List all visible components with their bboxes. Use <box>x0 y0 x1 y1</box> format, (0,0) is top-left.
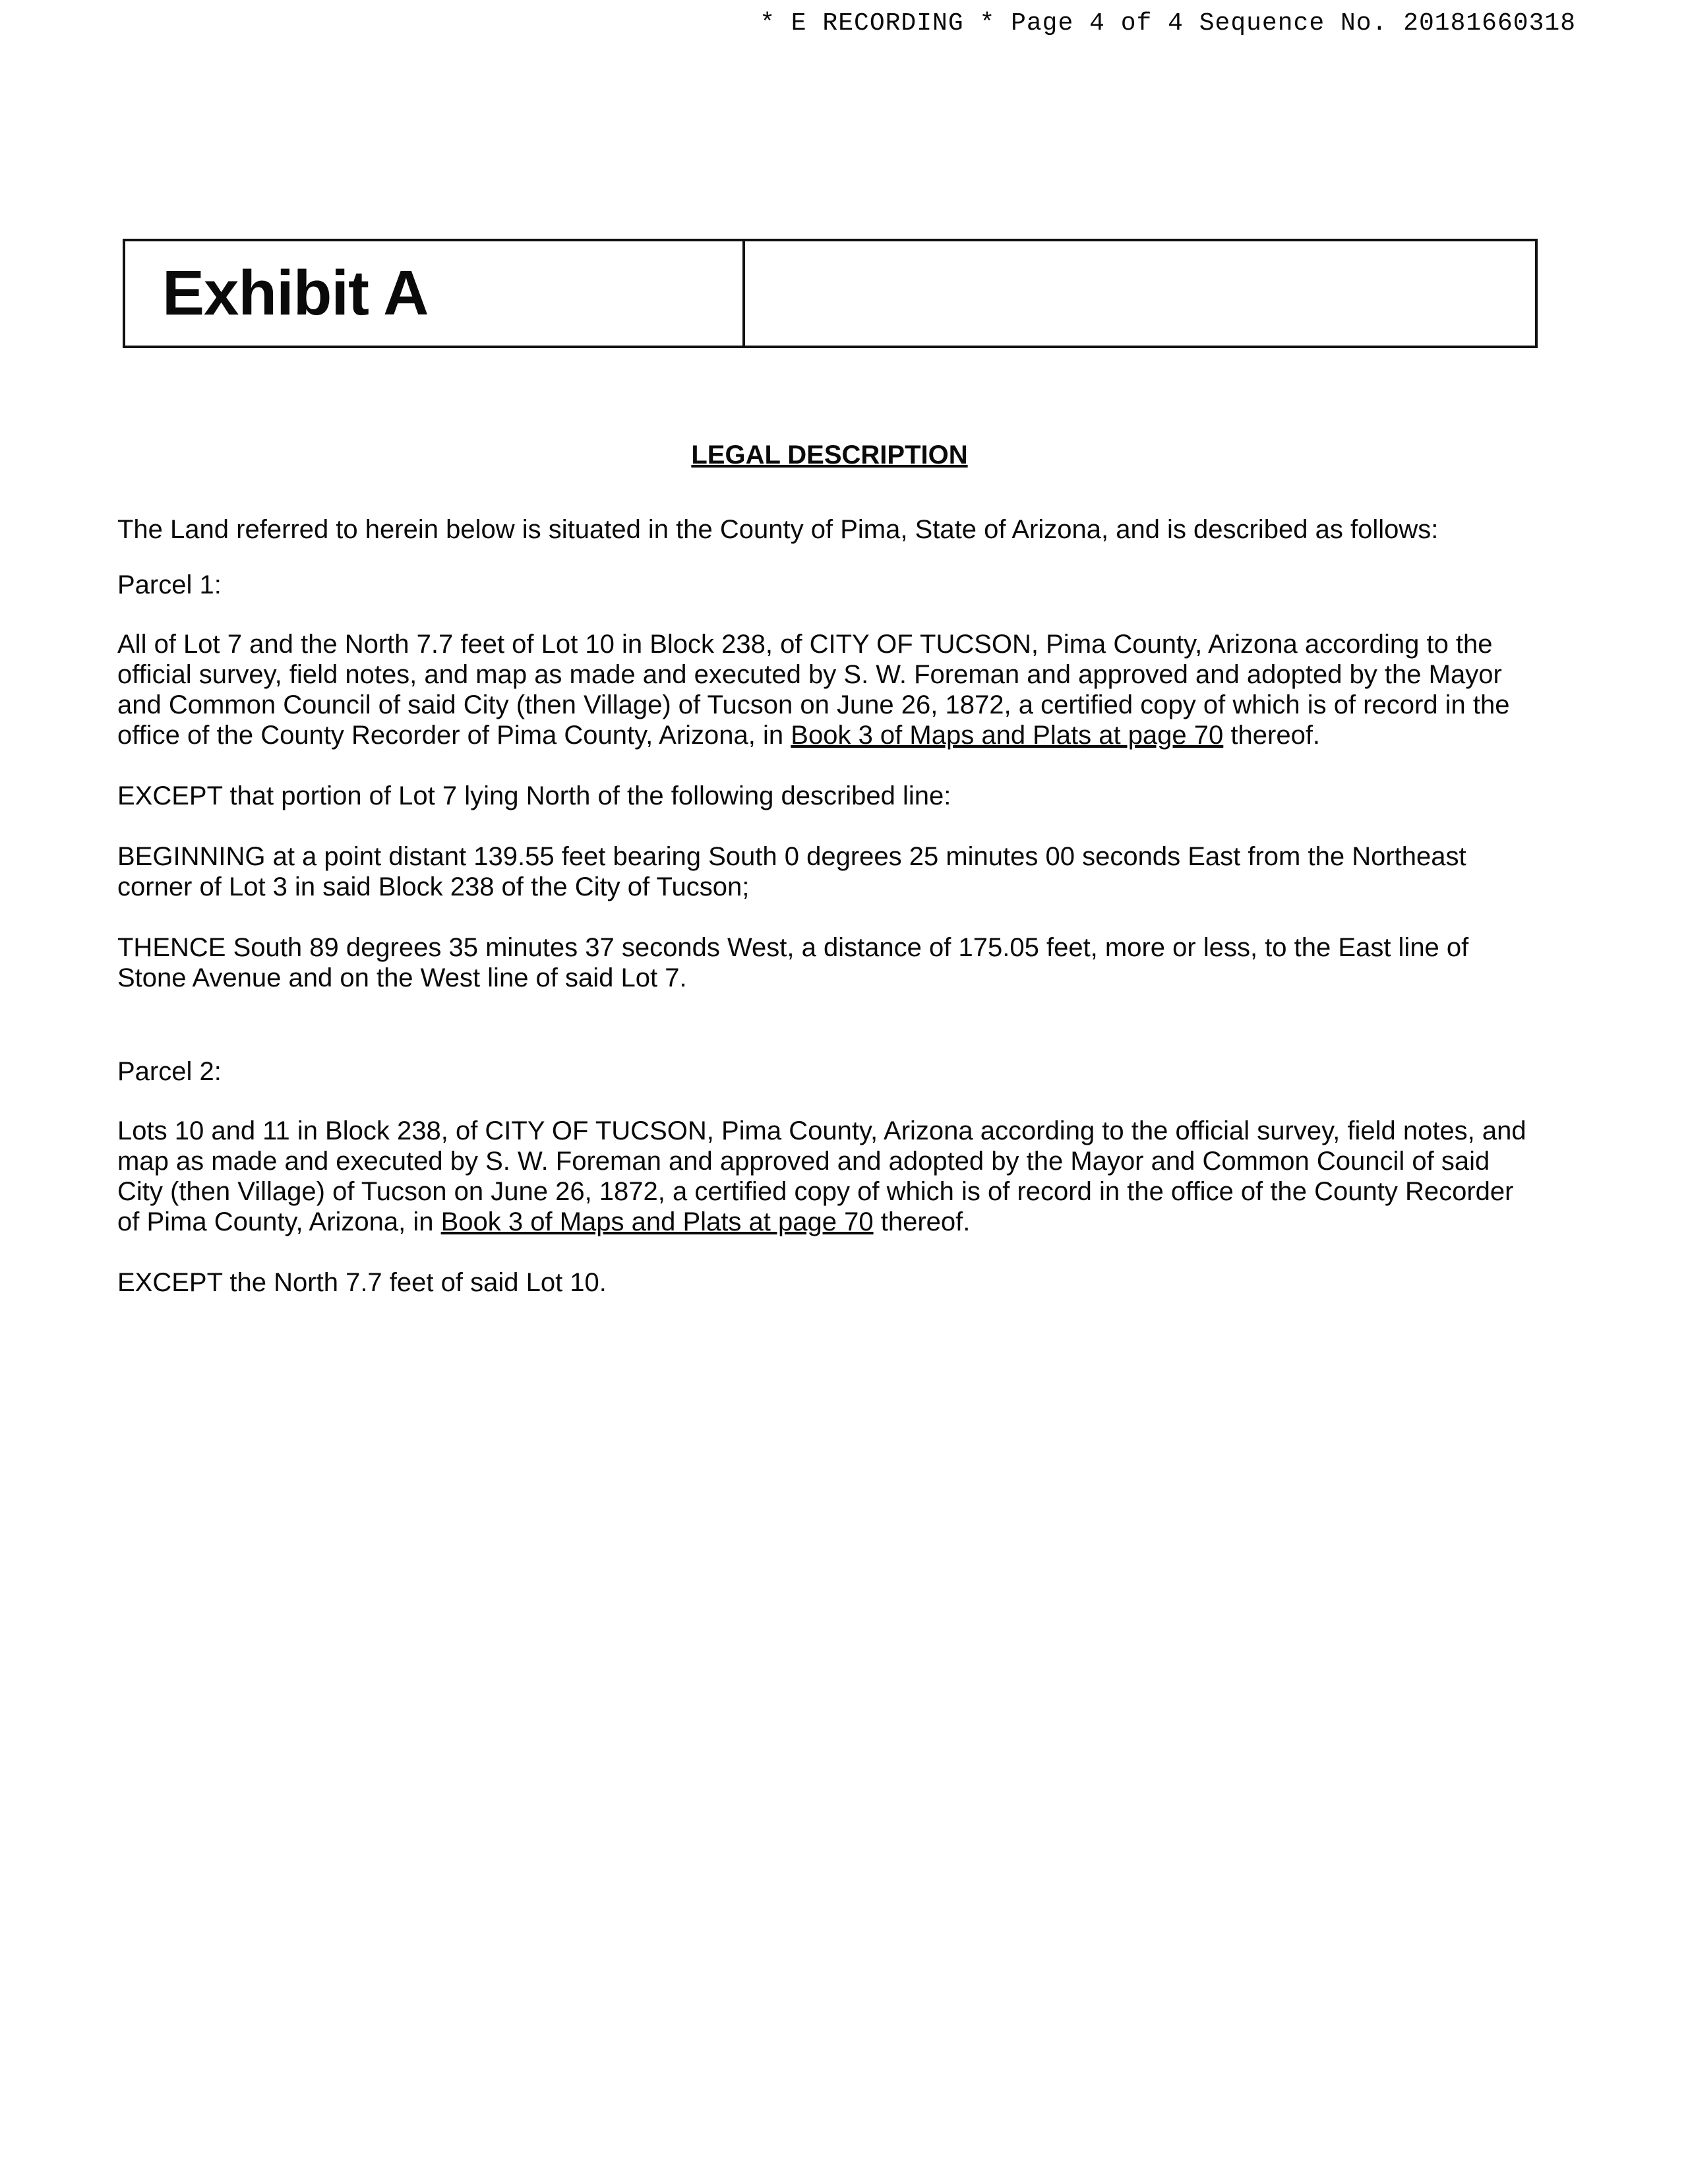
legal-description-heading: LEGAL DESCRIPTION <box>691 440 968 470</box>
legal-description-body <box>117 514 1539 1298</box>
parcel-1-label: Parcel 1: <box>117 570 222 599</box>
parcel-1-description <box>117 629 1539 750</box>
parcel-1-text-end: thereof. <box>1223 721 1321 750</box>
exhibit-title-cell <box>125 241 745 346</box>
parcel-2-label: Parcel 2: <box>117 1057 222 1086</box>
parcel-1-plat-reference: Book 3 of Maps and Plats at page 70 <box>791 721 1224 750</box>
parcel-2-text: Lots 10 and 11 in Block 238, of CITY OF TUCSON, Pima County, Arizona according to the official survey, field notes, and map as made and executed by S. W. Foreman and approved and adopted by the Mayor and Common Council of said City (then Village) of Tucson on June 26, 1872, a certified copy of which is of record in the office of the County Recorder of Pima County, Arizona, in <box>117 1116 1526 1236</box>
parcel-2-text-end: thereof. <box>873 1207 971 1236</box>
exhibit-box <box>123 239 1538 348</box>
exhibit-title: Exhibit A <box>162 258 429 328</box>
exhibit-empty-cell <box>745 241 1535 346</box>
parcel-1-except: EXCEPT that portion of Lot 7 lying North of the following described line: <box>117 781 951 810</box>
parcel-1-beginning: BEGINNING at a point distant 139.55 feet bearing South 0 degrees 25 minutes 00 seconds East from the Northeast corner of Lot 3 in said Block 238 of the City of Tucson; <box>117 842 1466 901</box>
parcel-2-plat-reference: Book 3 of Maps and Plats at page 70 <box>440 1207 874 1236</box>
parcel-1-text: All of Lot 7 and the North 7.7 feet of Lot 10 in Block 238, of CITY OF TUCSON, Pima County, Arizona according to the official survey, field notes, and map as made and executed by S. W. Foreman and approved and adopted by the Mayor and Common Council of said City (then Village) of Tucson on June 26, 1872, a certified copy of which is of record in the office of the County Recorder of Pima County, Arizona, in <box>117 630 1510 750</box>
intro-paragraph: The Land referred to herein below is situated in the County of Pima, State of Arizona, and is described as follows: <box>117 515 1439 544</box>
recording-stamp: * E RECORDING * Page 4 of 4 Sequence No. 20181660318 <box>760 9 1576 38</box>
parcel-2-except: EXCEPT the North 7.7 feet of said Lot 10. <box>117 1268 607 1297</box>
parcel-1-thence: THENCE South 89 degrees 35 minutes 37 seconds West, a distance of 175.05 feet, more or less, to the East line of Stone Avenue and on the West line of said Lot 7. <box>117 933 1469 992</box>
parcel-2-description <box>117 1116 1539 1237</box>
